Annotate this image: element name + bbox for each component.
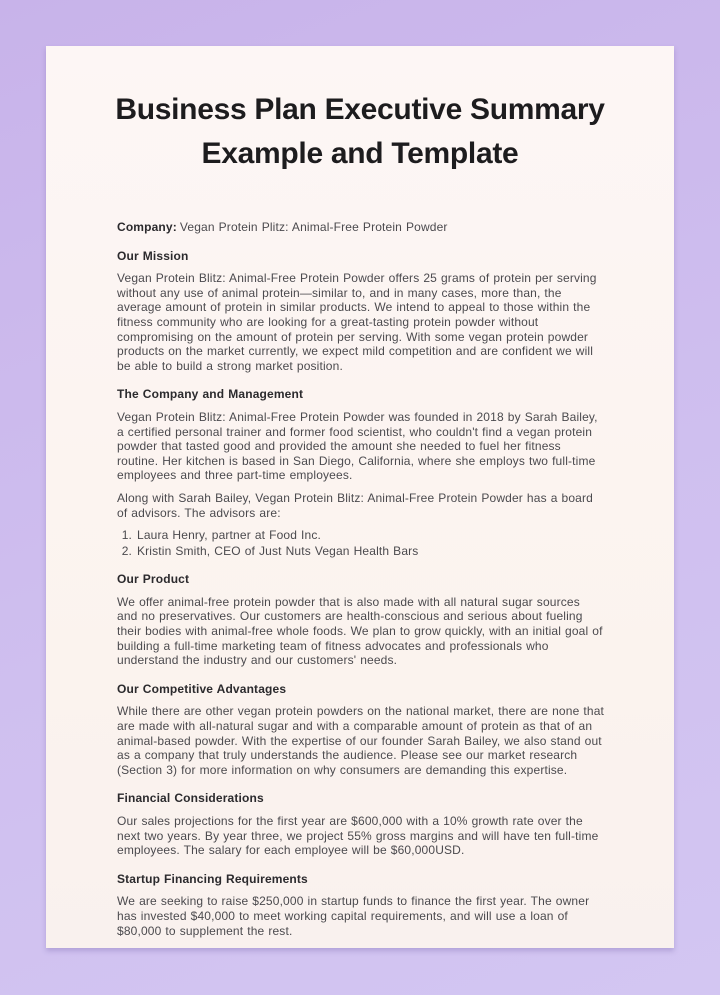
section-our-mission: [117, 249, 604, 374]
page-title: Business Plan Executive Summary Example and Template: [115, 93, 605, 170]
section-heading: Our Competitive Advantages: [117, 681, 287, 696]
paragraph: Vegan Protein Blitz: Animal-Free Protein Powder offers 25 grams of protein per serving without any use of animal protein—similar to, and in many cases, more than, the average amount of protein in similar products. We intend to appeal to those within the fitness community who are looking for a great-tasting protein powder without compromising on the amount of protein per serving. With some vegan protein powder products on the market currently, we expect mild competition and are confident we will be able to build a strong market position.: [117, 271, 597, 373]
company-label: Company:: [117, 220, 177, 234]
paragraph: Along with Sarah Bailey, Vegan Protein Blitz: Animal-Free Protein Powder has a board of advisors. The advisors are:: [117, 490, 593, 520]
company-line: [117, 220, 604, 235]
company-value: Vegan Protein Plitz: Animal-Free Protein Powder: [179, 220, 448, 234]
paragraph: Vegan Protein Blitz: Animal-Free Protein Powder was founded in 2018 by Sarah Bailey, a certified personal trainer and former food scientist, who couldn't find a vegan protein powder that tasted good and provided the amount she needed to fuel her fitness routine. Her kitchen is based in San Diego, California, where she employs two full-time employees and three part-time employees.: [117, 409, 598, 483]
section-competitive-advantages: [117, 682, 604, 778]
paragraph: We are seeking to raise $250,000 in startup funds to finance the first year. The owner has invested $40,000 to meet working capital requirements, and will use a loan of $80,000 to supplement the rest.: [117, 894, 590, 938]
section-company-and-management: [117, 387, 604, 558]
document-body: [117, 220, 604, 938]
section-heading: Startup Financing Requirements: [117, 871, 308, 886]
section-heading: Our Product: [117, 572, 190, 587]
advisors-list: [117, 528, 604, 558]
paragraph: Our sales projections for the first year are $600,000 with a 10% growth rate over the next two years. By year three, we project 55% gross margins and will have ten full-time employees. The salary for each employee will be $60,000USD.: [117, 814, 599, 858]
list-item: 2. Kristin Smith, CEO of Just Nuts Vegan Health Bars: [136, 544, 604, 559]
document-page: [46, 46, 674, 948]
section-startup-financing: [117, 872, 604, 938]
section-financial-considerations: [117, 791, 604, 857]
paragraph: We offer animal-free protein powder that is also made with all natural sugar sources and no preservatives. Our customers are health-conscious and serious about fueling their bodies with animal-free whole foods. We plan to grow quickly, with an initial goal of building a full-time marketing team of fitness advocates and professionals who understand the industry and our customers' needs.: [117, 594, 603, 668]
paragraph: While there are other vegan protein powders on the national market, there are none that are made with all-natural sugar and with a comparable amount of protein as that of an animal-based powder. With the expertise of our founder Sarah Bailey, we also stand out as a company that truly understands the audience. Please see our market research (Section 3) for more information on why consumers are demanding this expertise.: [117, 704, 605, 777]
section-heading: Financial Considerations: [117, 791, 264, 806]
section-heading: The Company and Management: [117, 387, 304, 402]
section-our-product: [117, 572, 604, 668]
section-heading: Our Mission: [117, 248, 189, 263]
list-item: 1. Laura Henry, partner at Food Inc.: [136, 528, 604, 543]
